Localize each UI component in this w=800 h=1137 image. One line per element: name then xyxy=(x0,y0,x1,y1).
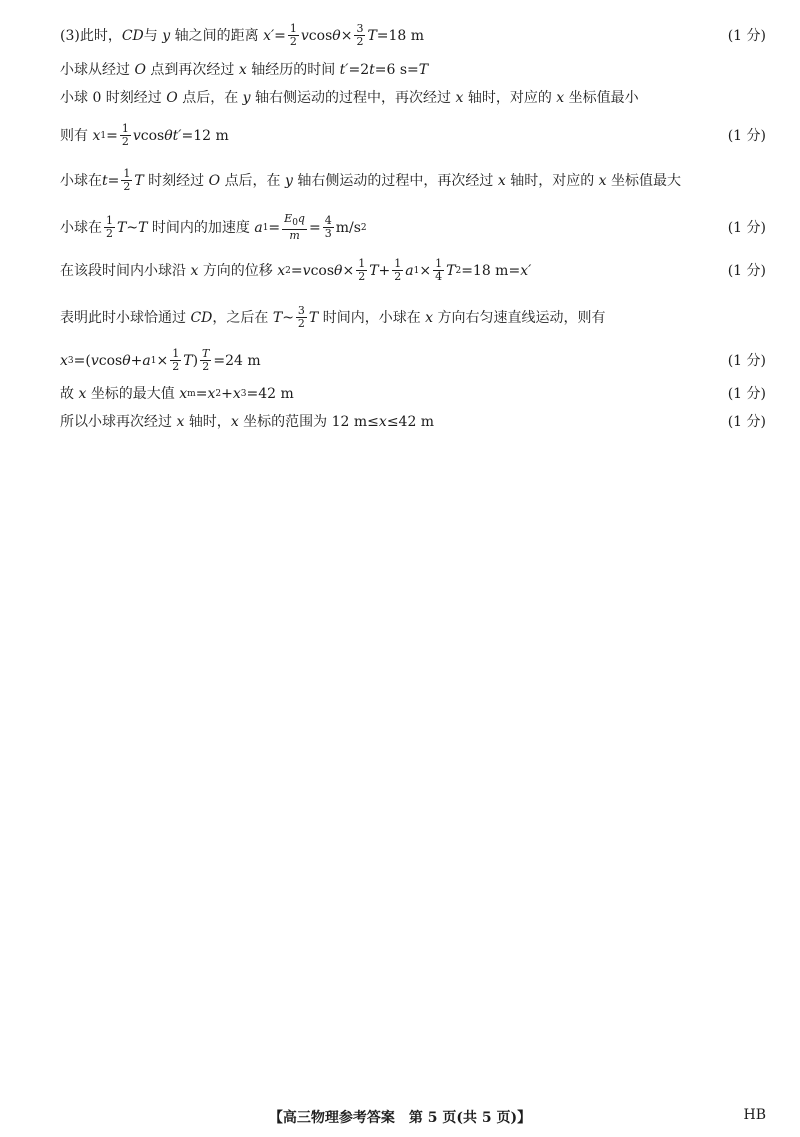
var-O: O xyxy=(166,90,178,106)
var-T: T xyxy=(272,309,283,326)
score-label: (1 分) xyxy=(727,219,766,236)
var-theta: θ xyxy=(122,352,131,369)
result: =24 m xyxy=(213,352,261,369)
var-x: x xyxy=(378,414,387,430)
var-x: x xyxy=(60,352,68,369)
subscript: 1 xyxy=(100,130,107,141)
var-O: O xyxy=(208,172,221,189)
var-x: x xyxy=(556,90,565,106)
text: 轴经历的时间 xyxy=(251,62,336,78)
text: 时间内，小球在 xyxy=(322,309,421,326)
times: × xyxy=(340,27,353,44)
text: 小球从经过 xyxy=(60,62,130,78)
var-x: x xyxy=(92,127,101,144)
fraction-3-2: $\frac{3}{2}$ xyxy=(356,22,364,48)
fraction-4-3: $\frac{4}{3}$ xyxy=(324,214,332,241)
cos: cos xyxy=(140,127,165,144)
var-x: x xyxy=(78,386,87,402)
var-a: a xyxy=(254,219,263,236)
times: × xyxy=(342,262,355,279)
superscript: 2 xyxy=(360,222,367,233)
var-x: x xyxy=(230,414,239,430)
cos: cos xyxy=(308,27,333,44)
answer-line-3 xyxy=(60,88,766,108)
var-x: x xyxy=(238,62,247,78)
page-footer xyxy=(0,1107,800,1129)
text: 轴右侧运动的过程中，再次经过 xyxy=(297,172,494,189)
footer-title: 【高三物理参考答案 第 5 页(共 5 页)】 xyxy=(268,1110,532,1126)
var-theta: θ xyxy=(164,127,173,144)
answer-line-9 xyxy=(60,348,766,373)
plus: + xyxy=(221,386,233,402)
subscript: 3 xyxy=(240,389,247,399)
fraction-1-4: $\frac{1}{4}$ xyxy=(435,257,443,283)
var-cd: CD xyxy=(190,309,213,326)
fraction-3-2: $\frac{3}{2}$ xyxy=(297,304,305,330)
var-O: O xyxy=(134,62,146,78)
var-t-prime: t′ xyxy=(172,127,182,144)
var-y: y xyxy=(162,27,171,44)
var-x: x xyxy=(425,309,434,326)
text: 时间内的加速度 xyxy=(151,219,250,236)
equals: = xyxy=(107,172,120,189)
answer-line-4 xyxy=(60,123,766,148)
text: 方向右匀速直线运动，则有 xyxy=(437,309,606,326)
var-x: x xyxy=(190,262,199,279)
text: 时刻经过 xyxy=(148,172,205,189)
var-cd: CD xyxy=(121,27,144,44)
text: 坐标的范围为 12 m≤ xyxy=(243,414,379,430)
tilde: ~ xyxy=(126,219,139,236)
subscript: 2 xyxy=(285,265,291,276)
var-t: t xyxy=(102,172,108,189)
equals: = xyxy=(195,386,208,402)
unit: m/s xyxy=(335,219,361,236)
subscript: 1 xyxy=(150,355,157,366)
fraction-1-2: $\frac{1}{2}$ xyxy=(394,257,402,283)
text: 轴时，对应的 xyxy=(510,172,595,189)
result: =6 s= xyxy=(374,62,419,78)
subscript: 2 xyxy=(215,389,222,399)
var-y: y xyxy=(242,90,251,106)
score-label: (1 分) xyxy=(727,414,766,430)
text: 坐标的最大值 xyxy=(90,386,175,402)
footer-code: HB xyxy=(743,1107,766,1123)
cos: cos xyxy=(310,262,335,279)
cos: cos xyxy=(98,352,123,369)
var-x-prime: x′ xyxy=(263,27,275,44)
var-t: t xyxy=(369,62,375,78)
equals: = xyxy=(274,27,286,44)
result: =18 m= xyxy=(461,262,521,279)
text: 则有 xyxy=(60,127,88,144)
text: 点到再次经过 xyxy=(150,62,235,78)
var-x: x xyxy=(455,90,464,106)
plus: + xyxy=(130,352,143,369)
equals: = xyxy=(290,262,303,279)
subscript: m xyxy=(187,389,196,399)
text: 小球在 xyxy=(60,172,102,189)
var-v: v xyxy=(132,127,141,144)
equals: =( xyxy=(73,352,91,369)
var-T: T xyxy=(134,172,144,189)
text: 表明此时小球恰通过 xyxy=(60,309,186,326)
var-T: T xyxy=(418,62,429,78)
answer-line-2 xyxy=(60,60,766,80)
times: × xyxy=(156,352,169,369)
text: 在该段时间内小球沿 xyxy=(60,262,186,279)
var-x: x xyxy=(176,414,185,430)
fraction-1-2: $\frac{1}{2}$ xyxy=(121,122,129,148)
answer-line-6 xyxy=(60,213,766,242)
text: ，之后在 xyxy=(212,309,269,326)
var-T: T xyxy=(446,262,456,279)
text: 点后，在 xyxy=(224,172,281,189)
text: 轴右侧运动的过程中，再次经过 xyxy=(255,90,452,106)
subscript: 3 xyxy=(67,355,74,366)
fraction-1-2: $\frac{1}{2}$ xyxy=(358,257,366,283)
text: 坐标值最小 xyxy=(568,90,639,106)
equals: = xyxy=(308,219,321,236)
fraction-T-2: $\frac{T}{2}$ xyxy=(202,347,210,373)
superscript: 2 xyxy=(455,265,462,276)
text: 所以小球再次经过 xyxy=(60,414,172,430)
var-x: x xyxy=(232,386,241,402)
text: 小球 0 时刻经过 xyxy=(60,90,162,106)
paren: ) xyxy=(192,352,199,369)
var-T: T xyxy=(183,352,193,369)
var-T: T xyxy=(367,27,377,44)
text: 轴时， xyxy=(188,414,231,430)
var-x: x xyxy=(598,172,607,189)
var-x-prime: x′ xyxy=(520,262,532,279)
score-label: (1 分) xyxy=(727,352,766,369)
var-v: v xyxy=(90,352,99,369)
text: 故 xyxy=(60,386,74,402)
var-T: T xyxy=(117,219,127,236)
text: 小球在 xyxy=(60,219,102,236)
fraction-e0q-m: $\frac{E_0q}{m}$ xyxy=(284,212,305,243)
var-theta: θ xyxy=(334,262,343,279)
text: 轴之间的距离 xyxy=(174,27,259,44)
subscript: 1 xyxy=(413,265,420,276)
equals: = xyxy=(106,127,118,144)
var-a: a xyxy=(405,262,414,279)
score-label: (1 分) xyxy=(727,27,766,44)
var-x: x xyxy=(277,262,286,279)
score-label: (1 分) xyxy=(727,386,766,402)
var-v: v xyxy=(302,262,311,279)
text: 轴时，对应的 xyxy=(467,90,552,106)
text: 方向的位移 xyxy=(202,262,273,279)
times: × xyxy=(419,262,432,279)
answer-line-11 xyxy=(60,412,766,432)
text: ≤42 m xyxy=(386,414,435,430)
text: (3)此时， xyxy=(60,27,122,44)
answer-line-8 xyxy=(60,305,766,330)
equals: = xyxy=(268,219,281,236)
var-T: T xyxy=(369,262,379,279)
subscript: 1 xyxy=(262,222,269,233)
answer-line-7 xyxy=(60,258,766,283)
result: =42 m xyxy=(246,386,294,402)
var-y: y xyxy=(285,172,293,189)
score-label: (1 分) xyxy=(727,127,766,144)
text: 坐标值最大 xyxy=(611,172,682,189)
equals: =2 xyxy=(348,62,370,78)
result: =18 m xyxy=(376,27,425,44)
var-T: T xyxy=(138,219,148,236)
var-theta: θ xyxy=(332,27,341,44)
var-x: x xyxy=(207,386,216,402)
var-x: x xyxy=(179,386,188,402)
var-T: T xyxy=(308,309,319,326)
fraction-1-2: $\frac{1}{2}$ xyxy=(172,347,180,373)
score-label: (1 分) xyxy=(727,262,766,279)
answer-line-10 xyxy=(60,384,766,404)
var-x: x xyxy=(497,172,506,189)
plus: + xyxy=(378,262,391,279)
var-v: v xyxy=(300,27,309,44)
var-t-prime: t′ xyxy=(339,62,349,78)
fraction-1-2: $\frac{1}{2}$ xyxy=(289,22,297,48)
result: =12 m xyxy=(181,127,229,144)
fraction-1-2: $\frac{1}{2}$ xyxy=(123,167,131,193)
fraction-1-2: $\frac{1}{2}$ xyxy=(106,214,113,241)
text: 与 xyxy=(143,27,158,44)
text: 点后，在 xyxy=(182,90,239,106)
tilde: ~ xyxy=(282,309,294,326)
answer-line-1 xyxy=(60,23,766,48)
var-a: a xyxy=(142,352,151,369)
answer-line-5 xyxy=(60,168,766,193)
